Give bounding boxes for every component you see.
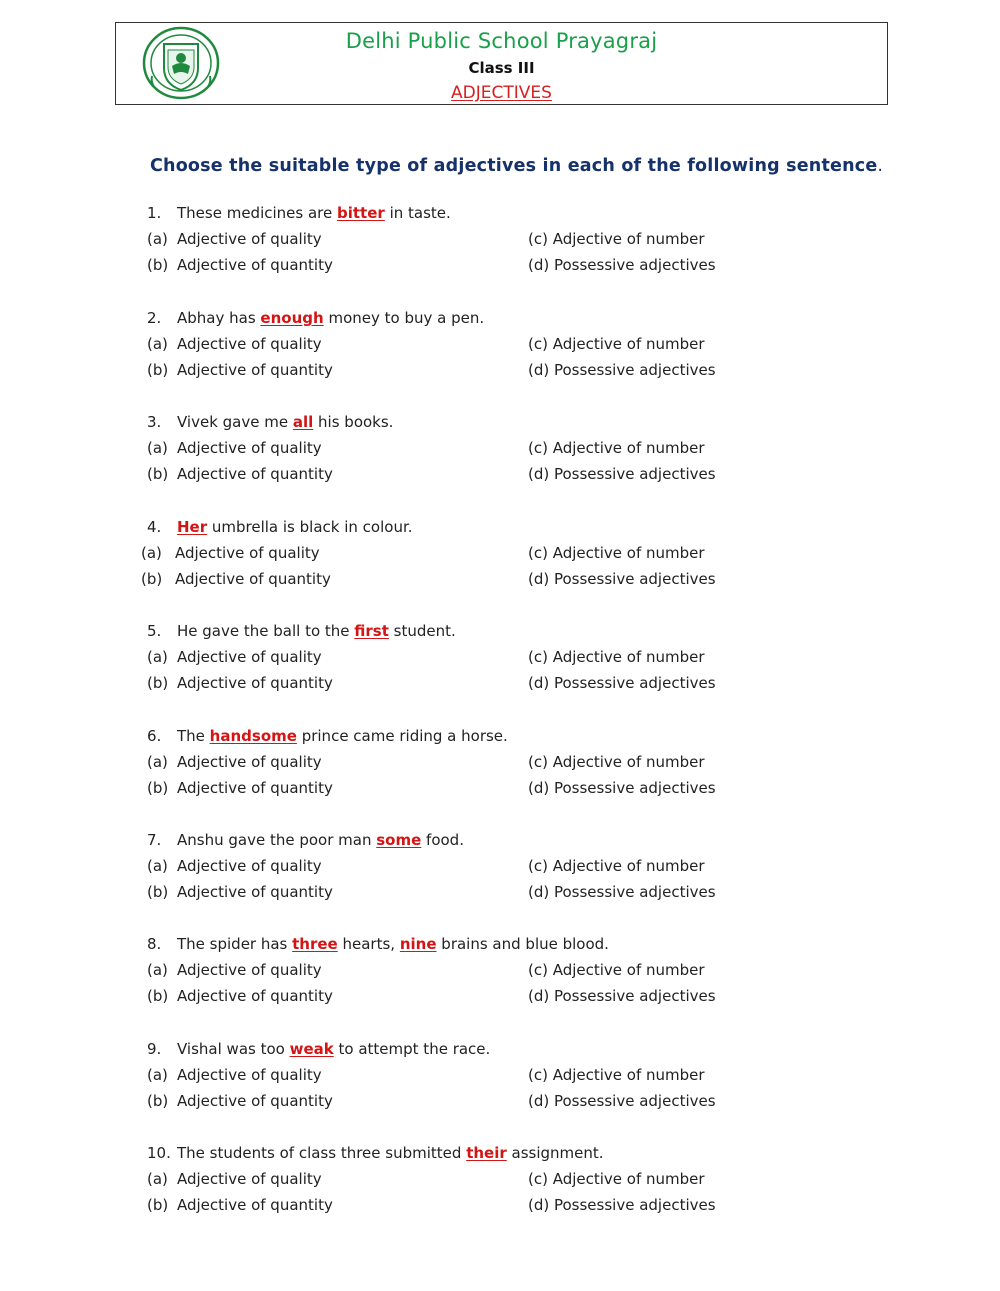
option-b-letter[interactable]: (b) xyxy=(147,465,169,483)
stem-before: Anshu gave the poor man xyxy=(177,831,377,849)
highlighted-adjective: enough xyxy=(260,309,324,327)
option-a-letter[interactable]: (a) xyxy=(147,1066,168,1084)
stem-before: These medicines are xyxy=(177,204,337,222)
question-stem xyxy=(177,1143,604,1163)
question-row xyxy=(0,1039,900,1059)
stem-after: his books. xyxy=(313,413,394,431)
question-number: 9. xyxy=(147,1040,162,1058)
option-a-letter[interactable]: (a) xyxy=(147,230,168,248)
option-b-text[interactable]: Adjective of quantity xyxy=(177,1196,333,1214)
option-a-text[interactable]: Adjective of quality xyxy=(177,1170,322,1188)
highlighted-adjective: weak xyxy=(289,1040,334,1058)
school-name: Delhi Public School Prayagraj xyxy=(345,29,658,53)
option-b-letter[interactable]: (b) xyxy=(147,779,169,797)
stem-after: money to buy a pen. xyxy=(323,309,485,327)
question-item xyxy=(0,1039,1000,1119)
option-a-letter[interactable]: (a) xyxy=(147,335,168,353)
question-stem xyxy=(177,934,609,954)
option-b-text[interactable]: Adjective of quantity xyxy=(177,256,333,274)
highlighted-adjective: some xyxy=(376,831,422,849)
question-item xyxy=(0,830,1000,910)
option-a-letter[interactable]: (a) xyxy=(147,439,168,457)
option-c[interactable]: (c) Adjective of number xyxy=(528,544,705,562)
highlighted-adjective: bitter xyxy=(337,204,385,222)
option-b-text[interactable]: Adjective of quantity xyxy=(177,779,333,797)
option-a-text[interactable]: Adjective of quality xyxy=(177,1066,322,1084)
question-item xyxy=(0,1143,1000,1223)
option-c[interactable]: (c) Adjective of number xyxy=(528,1066,705,1084)
question-stem xyxy=(177,726,508,746)
question-number: 2. xyxy=(147,309,162,327)
question-number: 3. xyxy=(147,413,162,431)
question-stem xyxy=(177,830,464,850)
option-c[interactable]: (c) Adjective of number xyxy=(528,230,705,248)
question-stem xyxy=(177,203,451,223)
option-d[interactable]: (d) Possessive adjectives xyxy=(528,361,716,379)
question-item xyxy=(0,621,1000,701)
option-c[interactable]: (c) Adjective of number xyxy=(528,439,705,457)
question-row xyxy=(0,1143,900,1163)
option-b-letter[interactable]: (b) xyxy=(147,674,169,692)
option-a-letter[interactable]: (a) xyxy=(147,753,168,771)
stem-after: brains and blue blood. xyxy=(436,935,609,953)
topic-text: ADJECTIVES xyxy=(451,83,552,103)
topic-title xyxy=(116,83,887,103)
stem-after: to attempt the race. xyxy=(333,1040,491,1058)
option-a-letter[interactable]: (a) xyxy=(147,648,168,666)
stem-before: The spider has xyxy=(177,935,293,953)
option-a-text[interactable]: Adjective of quality xyxy=(177,961,322,979)
question-item xyxy=(0,203,1000,283)
stem-after: prince came riding a horse. xyxy=(296,727,508,745)
instruction-text: Choose the suitable type of adjectives in each of the following sentence xyxy=(150,156,878,176)
option-b-text[interactable]: Adjective of quantity xyxy=(177,361,333,379)
option-d[interactable]: (d) Possessive adjectives xyxy=(528,674,716,692)
highlighted-adjective: three xyxy=(292,935,338,953)
question-number: 10. xyxy=(147,1144,171,1162)
question-row xyxy=(0,621,900,641)
option-b-letter[interactable]: (b) xyxy=(147,883,169,901)
option-b-text[interactable]: Adjective of quantity xyxy=(177,674,333,692)
worksheet-header xyxy=(115,22,888,105)
instruction xyxy=(150,156,883,176)
question-number: 4. xyxy=(147,518,162,536)
option-b-letter[interactable]: (b) xyxy=(141,570,163,588)
option-c[interactable]: (c) Adjective of number xyxy=(528,335,705,353)
question-number: 5. xyxy=(147,622,162,640)
option-b-text[interactable]: Adjective of quantity xyxy=(177,987,333,1005)
question-row xyxy=(0,726,900,746)
option-b-letter[interactable]: (b) xyxy=(147,1196,169,1214)
stem-before: Vivek gave me xyxy=(177,413,293,431)
question-row xyxy=(0,934,900,954)
question-number: 8. xyxy=(147,935,162,953)
stem-before: The students of class three submitted xyxy=(177,1144,467,1162)
option-b-letter[interactable]: (b) xyxy=(147,1092,169,1110)
option-d[interactable]: (d) Possessive adjectives xyxy=(528,570,716,588)
question-stem xyxy=(177,517,413,537)
option-b-text[interactable]: Adjective of quantity xyxy=(177,883,333,901)
option-d[interactable]: (d) Possessive adjectives xyxy=(528,883,716,901)
highlighted-adjective: first xyxy=(354,622,389,640)
stem-after: assignment. xyxy=(506,1144,604,1162)
question-stem xyxy=(177,308,484,328)
question-row xyxy=(0,412,900,432)
stem-before: The xyxy=(177,727,210,745)
option-d[interactable]: (d) Possessive adjectives xyxy=(528,465,716,483)
option-a-letter[interactable]: (a) xyxy=(147,961,168,979)
question-stem xyxy=(177,1039,490,1059)
question-row xyxy=(0,517,900,537)
option-a-letter[interactable]: (a) xyxy=(147,857,168,875)
option-a-letter[interactable]: (a) xyxy=(147,1170,168,1188)
option-b-text[interactable]: Adjective of quantity xyxy=(175,570,331,588)
option-a-text[interactable]: Adjective of quality xyxy=(177,857,322,875)
question-row xyxy=(0,203,900,223)
question-stem xyxy=(177,412,393,432)
highlighted-adjective: handsome xyxy=(209,727,297,745)
question-stem xyxy=(177,621,456,641)
option-b-letter[interactable]: (b) xyxy=(147,256,169,274)
option-c[interactable]: (c) Adjective of number xyxy=(528,753,705,771)
option-b-letter[interactable]: (b) xyxy=(147,987,169,1005)
highlighted-adjective-2: nine xyxy=(399,935,437,953)
class-label: Class III xyxy=(468,59,535,77)
instruction-end: . xyxy=(877,156,884,176)
option-a-text[interactable]: Adjective of quality xyxy=(177,648,322,666)
stem-before: Vishal was too xyxy=(177,1040,290,1058)
highlighted-adjective: Her xyxy=(177,518,208,536)
highlighted-adjective: all xyxy=(292,413,314,431)
option-c[interactable]: (c) Adjective of number xyxy=(528,961,705,979)
option-b-text[interactable]: Adjective of quantity xyxy=(177,1092,333,1110)
stem-middle: hearts, xyxy=(337,935,400,953)
option-c[interactable]: (c) Adjective of number xyxy=(528,857,705,875)
highlighted-adjective: their xyxy=(466,1144,507,1162)
option-b-letter[interactable]: (b) xyxy=(147,361,169,379)
stem-before: Abhay has xyxy=(177,309,261,327)
question-number: 1. xyxy=(147,204,162,222)
option-a-text[interactable]: Adjective of quality xyxy=(177,335,322,353)
question-number: 7. xyxy=(147,831,162,849)
stem-after: food. xyxy=(421,831,464,849)
stem-before: He gave the ball to the xyxy=(177,622,355,640)
option-a-letter[interactable]: (a) xyxy=(141,544,162,562)
question-item xyxy=(0,412,1000,492)
question-item xyxy=(0,726,1000,806)
question-item xyxy=(0,308,1000,388)
option-a-text[interactable]: Adjective of quality xyxy=(177,230,322,248)
option-b-text[interactable]: Adjective of quantity xyxy=(177,465,333,483)
option-d[interactable]: (d) Possessive adjectives xyxy=(528,1092,716,1110)
option-a-text[interactable]: Adjective of quality xyxy=(175,544,320,562)
option-d[interactable]: (d) Possessive adjectives xyxy=(528,779,716,797)
question-row xyxy=(0,308,900,328)
stem-after: in taste. xyxy=(384,204,451,222)
option-d[interactable]: (d) Possessive adjectives xyxy=(528,987,716,1005)
question-number: 6. xyxy=(147,727,162,745)
question-row xyxy=(0,830,900,850)
option-a-text[interactable]: Adjective of quality xyxy=(177,753,322,771)
stem-after: umbrella is black in colour. xyxy=(207,518,413,536)
question-item xyxy=(0,934,1000,1014)
option-c[interactable]: (c) Adjective of number xyxy=(528,648,705,666)
option-d[interactable]: (d) Possessive adjectives xyxy=(528,256,716,274)
question-item xyxy=(0,517,1000,597)
stem-after: student. xyxy=(388,622,456,640)
option-a-text[interactable]: Adjective of quality xyxy=(177,439,322,457)
option-c[interactable]: (c) Adjective of number xyxy=(528,1170,705,1188)
option-d[interactable]: (d) Possessive adjectives xyxy=(528,1196,716,1214)
